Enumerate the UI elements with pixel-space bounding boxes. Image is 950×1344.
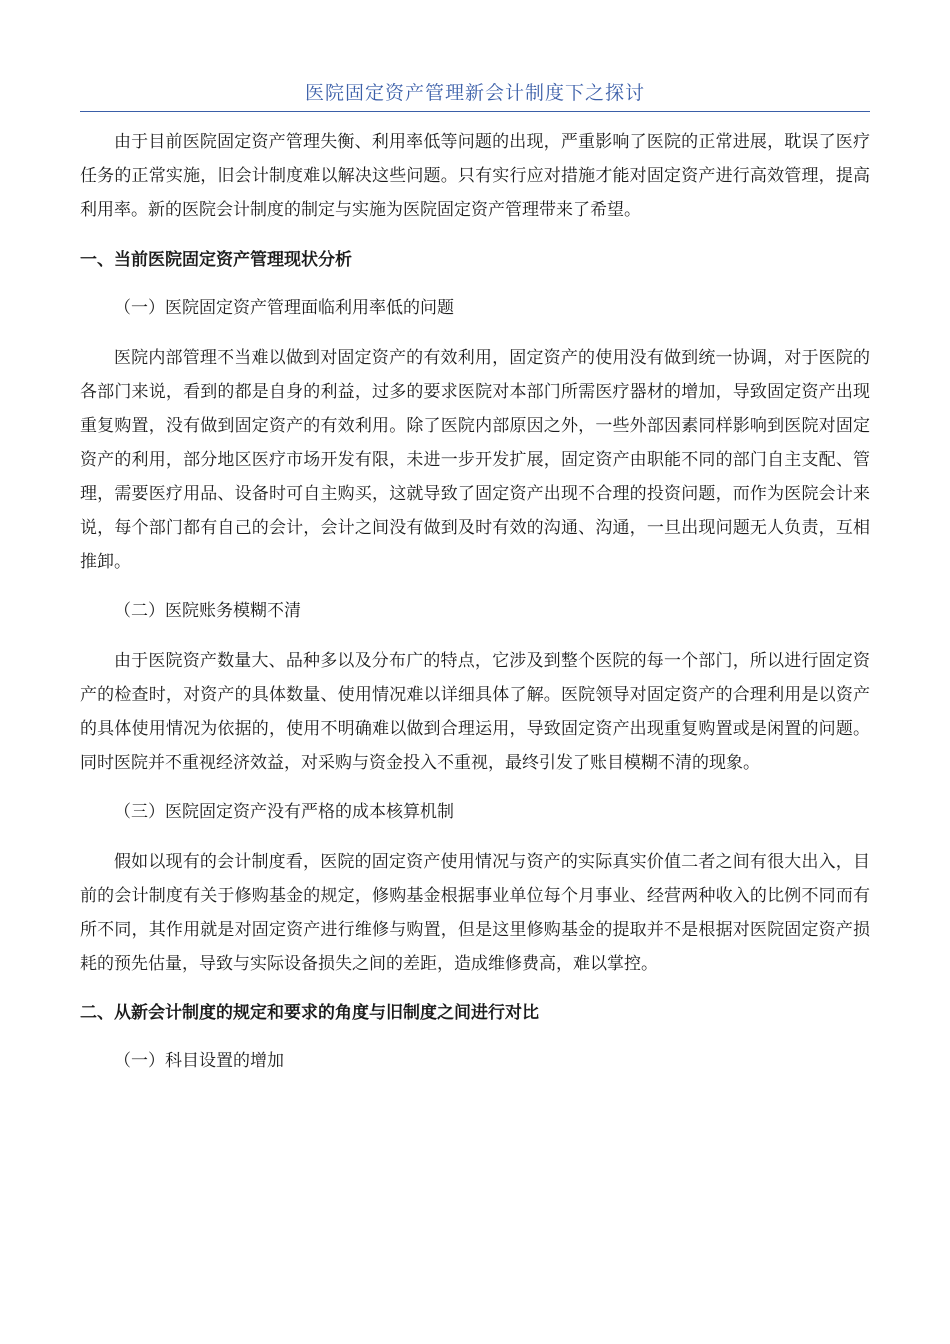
subsection-body-1-3: 假如以现有的会计制度看，医院的固定资产使用情况与资产的实际真实价值二者之间有很大出入，目前的会计制度有关于修购基金的规定，修购基金根据事业单位每个月事业、经营两种收入的比例不同而有所不同，其作用就是对固定资产进行维修与购置，但是这里修购基金的提取并不是根据对医院固定资产损耗的预先估量，导致与实际设备损失之间的差距，造成维修费高，难以掌控。	[80, 852, 870, 974]
intro-paragraph: 由于目前医院固定资产管理失衡、利用率低等问题的出现，严重影响了医院的正常进展，耽误了医疗任务的正常实施，旧会计制度难以解决这些问题。只有实行应对措施才能对固定资产进行高效管理，提高利用率。新的医院会计制度的制定与实施为医院固定资产管理带来了希望。	[80, 132, 870, 220]
section-heading-2: 二、从新会计制度的规定和要求的角度与旧制度之间进行对比	[80, 1003, 539, 1023]
subsection-heading-2-1: （一）科目设置的增加	[114, 1051, 284, 1071]
document-title: 医院固定资产管理新会计制度下之探讨	[80, 78, 870, 112]
section-heading-1: 一、当前医院固定资产管理现状分析	[80, 250, 352, 270]
subsection-body-1-2: 由于医院资产数量大、品种多以及分布广的特点，它涉及到整个医院的每一个部门，所以进行固定资产的检查时，对资产的具体数量、使用情况难以详细具体了解。医院领导对固定资产的合理利用是以资产的具体使用情况为依据的，使用不明确难以做到合理运用，导致固定资产出现重复购置或是闲置的问题。同时医院并不重视经济效益，对采购与资金投入不重视，最终引发了账目模糊不清的现象。	[80, 651, 870, 773]
subsection-heading-1-2: （二）医院账务模糊不清	[114, 601, 301, 621]
subsection-body-1-1: 医院内部管理不当难以做到对固定资产的有效利用，固定资产的使用没有做到统一协调，对于医院的各部门来说，看到的都是自身的利益，过多的要求医院对本部门所需医疗器材的增加，导致固定资产出现重复购置，没有做到固定资产的有效利用。除了医院内部原因之外，一些外部因素同样影响到医院对固定资产的利用，部分地区医疗市场开发有限，未进一步开发扩展，固定资产由职能不同的部门自主支配、管理，需要医疗用品、设备时可自主购买，这就导致了固定资产出现不合理的投资问题，而作为医院会计来说，每个部门都有自己的会计，会计之间没有做到及时有效的沟通、沟通，一旦出现问题无人负责，互相推卸。	[80, 348, 870, 572]
subsection-heading-1-3: （三）医院固定资产没有严格的成本核算机制	[114, 802, 454, 822]
subsection-heading-1-1: （一）医院固定资产管理面临利用率低的问题	[114, 298, 454, 318]
document-page	[80, 78, 870, 1076]
